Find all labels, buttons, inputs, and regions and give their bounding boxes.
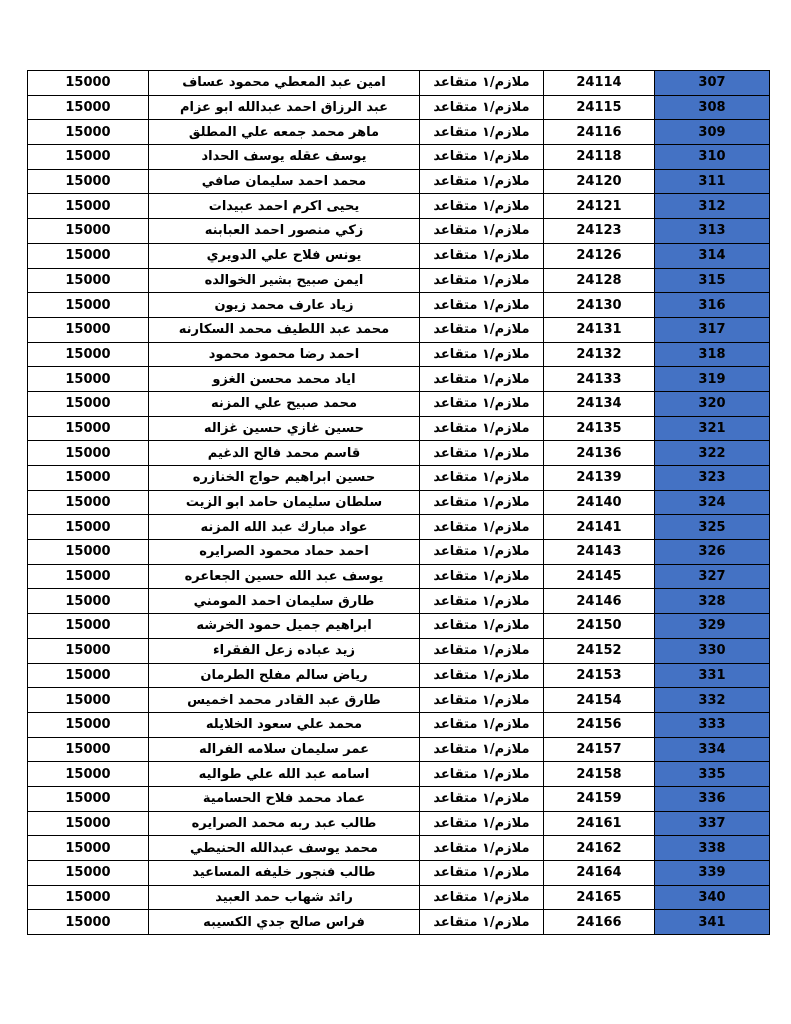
id-number-cell: 24161 xyxy=(544,811,655,836)
rank-cell: ملازم/١ متقاعد xyxy=(420,95,544,120)
name-cell: محمد صبيح علي المزنه xyxy=(149,391,420,416)
amount-cell: 15000 xyxy=(28,836,149,861)
serial-number-cell: 335 xyxy=(655,762,770,787)
amount-cell: 15000 xyxy=(28,441,149,466)
table-row xyxy=(28,811,770,836)
name-cell: عواد مبارك عبد الله المزنه xyxy=(149,515,420,540)
name-cell: يوسف عبد الله حسين الجعاعره xyxy=(149,564,420,589)
rank-cell: ملازم/١ متقاعد xyxy=(420,688,544,713)
serial-number-cell: 325 xyxy=(655,515,770,540)
rank-cell: ملازم/١ متقاعد xyxy=(420,317,544,342)
rank-cell: ملازم/١ متقاعد xyxy=(420,540,544,565)
name-cell: طالب فنجور خليفه المساعيد xyxy=(149,861,420,886)
amount-cell: 15000 xyxy=(28,663,149,688)
rank-cell: ملازم/١ متقاعد xyxy=(420,737,544,762)
name-cell: فراس صالح جدي الكسيبه xyxy=(149,910,420,935)
table-row xyxy=(28,540,770,565)
id-number-cell: 24157 xyxy=(544,737,655,762)
rank-cell: ملازم/١ متقاعد xyxy=(420,564,544,589)
rank-cell: ملازم/١ متقاعد xyxy=(420,219,544,244)
id-number-cell: 24123 xyxy=(544,219,655,244)
id-number-cell: 24114 xyxy=(544,71,655,96)
rank-cell: ملازم/١ متقاعد xyxy=(420,786,544,811)
id-number-cell: 24139 xyxy=(544,466,655,491)
id-number-cell: 24135 xyxy=(544,416,655,441)
amount-cell: 15000 xyxy=(28,786,149,811)
id-number-cell: 24145 xyxy=(544,564,655,589)
serial-number-cell: 318 xyxy=(655,342,770,367)
serial-number-cell: 327 xyxy=(655,564,770,589)
amount-cell: 15000 xyxy=(28,515,149,540)
table-row xyxy=(28,293,770,318)
table-row xyxy=(28,466,770,491)
table-row xyxy=(28,268,770,293)
amount-cell: 15000 xyxy=(28,762,149,787)
name-cell: زكي منصور احمد العبابنه xyxy=(149,219,420,244)
id-number-cell: 24154 xyxy=(544,688,655,713)
serial-number-cell: 309 xyxy=(655,120,770,145)
rank-cell: ملازم/١ متقاعد xyxy=(420,367,544,392)
id-number-cell: 24141 xyxy=(544,515,655,540)
table-row xyxy=(28,342,770,367)
name-cell: زياد عارف محمد زيون xyxy=(149,293,420,318)
id-number-cell: 24143 xyxy=(544,540,655,565)
id-number-cell: 24150 xyxy=(544,614,655,639)
name-cell: احمد حماد محمود الصرايره xyxy=(149,540,420,565)
serial-number-cell: 330 xyxy=(655,638,770,663)
amount-cell: 15000 xyxy=(28,95,149,120)
amount-cell: 15000 xyxy=(28,490,149,515)
name-cell: عمر سليمان سلامه الفراله xyxy=(149,737,420,762)
id-number-cell: 24156 xyxy=(544,712,655,737)
table-row xyxy=(28,391,770,416)
name-cell: عبد الرزاق احمد عبدالله ابو عزام xyxy=(149,95,420,120)
id-number-cell: 24115 xyxy=(544,95,655,120)
amount-cell: 15000 xyxy=(28,268,149,293)
amount-cell: 15000 xyxy=(28,564,149,589)
id-number-cell: 24121 xyxy=(544,194,655,219)
name-cell: طارق عبد القادر محمد اخميس xyxy=(149,688,420,713)
table-row xyxy=(28,762,770,787)
serial-number-cell: 336 xyxy=(655,786,770,811)
serial-number-cell: 332 xyxy=(655,688,770,713)
rank-cell: ملازم/١ متقاعد xyxy=(420,416,544,441)
amount-cell: 15000 xyxy=(28,688,149,713)
serial-number-cell: 316 xyxy=(655,293,770,318)
serial-number-cell: 320 xyxy=(655,391,770,416)
id-number-cell: 24120 xyxy=(544,169,655,194)
table-row xyxy=(28,441,770,466)
name-cell: محمد يوسف عبدالله الحنيطي xyxy=(149,836,420,861)
serial-number-cell: 307 xyxy=(655,71,770,96)
name-cell: اسامه عبد الله علي طواليه xyxy=(149,762,420,787)
name-cell: زيد عباده زعل الفقراء xyxy=(149,638,420,663)
name-cell: عماد محمد فلاح الحسامية xyxy=(149,786,420,811)
amount-cell: 15000 xyxy=(28,416,149,441)
table-row xyxy=(28,490,770,515)
id-number-cell: 24118 xyxy=(544,145,655,170)
rank-cell: ملازم/١ متقاعد xyxy=(420,638,544,663)
rank-cell: ملازم/١ متقاعد xyxy=(420,490,544,515)
id-number-cell: 24165 xyxy=(544,885,655,910)
id-number-cell: 24133 xyxy=(544,367,655,392)
table-row xyxy=(28,910,770,935)
name-cell: سلطان سليمان حامد ابو الزيت xyxy=(149,490,420,515)
amount-cell: 15000 xyxy=(28,71,149,96)
amount-cell: 15000 xyxy=(28,589,149,614)
serial-number-cell: 324 xyxy=(655,490,770,515)
id-number-cell: 24140 xyxy=(544,490,655,515)
table-row xyxy=(28,688,770,713)
serial-number-cell: 319 xyxy=(655,367,770,392)
rank-cell: ملازم/١ متقاعد xyxy=(420,515,544,540)
amount-cell: 15000 xyxy=(28,466,149,491)
id-number-cell: 24166 xyxy=(544,910,655,935)
id-number-cell: 24136 xyxy=(544,441,655,466)
serial-number-cell: 314 xyxy=(655,243,770,268)
serial-number-cell: 329 xyxy=(655,614,770,639)
rank-cell: ملازم/١ متقاعد xyxy=(420,712,544,737)
amount-cell: 15000 xyxy=(28,861,149,886)
table-row xyxy=(28,614,770,639)
table-row xyxy=(28,712,770,737)
amount-cell: 15000 xyxy=(28,614,149,639)
id-number-cell: 24159 xyxy=(544,786,655,811)
amount-cell: 15000 xyxy=(28,293,149,318)
id-number-cell: 24152 xyxy=(544,638,655,663)
table-row xyxy=(28,589,770,614)
table-body xyxy=(28,71,770,935)
table-row xyxy=(28,416,770,441)
rank-cell: ملازم/١ متقاعد xyxy=(420,342,544,367)
name-cell: حسين ابراهيم حواج الخنازره xyxy=(149,466,420,491)
rank-cell: ملازم/١ متقاعد xyxy=(420,441,544,466)
rank-cell: ملازم/١ متقاعد xyxy=(420,910,544,935)
amount-cell: 15000 xyxy=(28,910,149,935)
serial-number-cell: 317 xyxy=(655,317,770,342)
serial-number-cell: 337 xyxy=(655,811,770,836)
name-cell: رائد شهاب حمد العبيد xyxy=(149,885,420,910)
name-cell: يونس فلاح علي الدويري xyxy=(149,243,420,268)
table-row xyxy=(28,564,770,589)
rank-cell: ملازم/١ متقاعد xyxy=(420,614,544,639)
id-number-cell: 24158 xyxy=(544,762,655,787)
serial-number-cell: 338 xyxy=(655,836,770,861)
rank-cell: ملازم/١ متقاعد xyxy=(420,120,544,145)
amount-cell: 15000 xyxy=(28,120,149,145)
retirees-table xyxy=(27,70,770,935)
amount-cell: 15000 xyxy=(28,638,149,663)
amount-cell: 15000 xyxy=(28,712,149,737)
serial-number-cell: 315 xyxy=(655,268,770,293)
id-number-cell: 24162 xyxy=(544,836,655,861)
rank-cell: ملازم/١ متقاعد xyxy=(420,663,544,688)
rank-cell: ملازم/١ متقاعد xyxy=(420,836,544,861)
amount-cell: 15000 xyxy=(28,391,149,416)
amount-cell: 15000 xyxy=(28,145,149,170)
id-number-cell: 24131 xyxy=(544,317,655,342)
amount-cell: 15000 xyxy=(28,194,149,219)
id-number-cell: 24153 xyxy=(544,663,655,688)
rank-cell: ملازم/١ متقاعد xyxy=(420,391,544,416)
name-cell: ايمن صبيح بشير الخوالده xyxy=(149,268,420,293)
id-number-cell: 24116 xyxy=(544,120,655,145)
id-number-cell: 24130 xyxy=(544,293,655,318)
table-row xyxy=(28,194,770,219)
serial-number-cell: 313 xyxy=(655,219,770,244)
amount-cell: 15000 xyxy=(28,540,149,565)
name-cell: امين عبد المعطي محمود عساف xyxy=(149,71,420,96)
amount-cell: 15000 xyxy=(28,243,149,268)
table-row xyxy=(28,786,770,811)
table-row xyxy=(28,515,770,540)
table-row xyxy=(28,367,770,392)
amount-cell: 15000 xyxy=(28,342,149,367)
serial-number-cell: 312 xyxy=(655,194,770,219)
table-row xyxy=(28,120,770,145)
rank-cell: ملازم/١ متقاعد xyxy=(420,194,544,219)
id-number-cell: 24132 xyxy=(544,342,655,367)
table-row xyxy=(28,885,770,910)
amount-cell: 15000 xyxy=(28,169,149,194)
table-row xyxy=(28,219,770,244)
rank-cell: ملازم/١ متقاعد xyxy=(420,885,544,910)
serial-number-cell: 321 xyxy=(655,416,770,441)
table-row xyxy=(28,836,770,861)
rank-cell: ملازم/١ متقاعد xyxy=(420,762,544,787)
id-number-cell: 24126 xyxy=(544,243,655,268)
rank-cell: ملازم/١ متقاعد xyxy=(420,861,544,886)
serial-number-cell: 340 xyxy=(655,885,770,910)
serial-number-cell: 322 xyxy=(655,441,770,466)
serial-number-cell: 310 xyxy=(655,145,770,170)
id-number-cell: 24134 xyxy=(544,391,655,416)
table-row xyxy=(28,243,770,268)
id-number-cell: 24128 xyxy=(544,268,655,293)
serial-number-cell: 326 xyxy=(655,540,770,565)
serial-number-cell: 333 xyxy=(655,712,770,737)
table-row xyxy=(28,145,770,170)
serial-number-cell: 308 xyxy=(655,95,770,120)
name-cell: طارق سليمان احمد المومني xyxy=(149,589,420,614)
table-row xyxy=(28,317,770,342)
serial-number-cell: 328 xyxy=(655,589,770,614)
name-cell: قاسم محمد فالح الدغيم xyxy=(149,441,420,466)
rank-cell: ملازم/١ متقاعد xyxy=(420,268,544,293)
rank-cell: ملازم/١ متقاعد xyxy=(420,243,544,268)
amount-cell: 15000 xyxy=(28,811,149,836)
serial-number-cell: 323 xyxy=(655,466,770,491)
rank-cell: ملازم/١ متقاعد xyxy=(420,466,544,491)
rank-cell: ملازم/١ متقاعد xyxy=(420,589,544,614)
rank-cell: ملازم/١ متقاعد xyxy=(420,145,544,170)
name-cell: محمد علي سعود الخلايله xyxy=(149,712,420,737)
serial-number-cell: 331 xyxy=(655,663,770,688)
amount-cell: 15000 xyxy=(28,737,149,762)
serial-number-cell: 311 xyxy=(655,169,770,194)
name-cell: يوسف عقله يوسف الحداد xyxy=(149,145,420,170)
rank-cell: ملازم/١ متقاعد xyxy=(420,71,544,96)
serial-number-cell: 339 xyxy=(655,861,770,886)
rank-cell: ملازم/١ متقاعد xyxy=(420,169,544,194)
amount-cell: 15000 xyxy=(28,885,149,910)
table-row xyxy=(28,737,770,762)
id-number-cell: 24164 xyxy=(544,861,655,886)
name-cell: طالب عبد ربه محمد الصرايره xyxy=(149,811,420,836)
name-cell: ابراهيم جميل حمود الخرشه xyxy=(149,614,420,639)
name-cell: حسين غازي حسين غزاله xyxy=(149,416,420,441)
table-row xyxy=(28,95,770,120)
table-row xyxy=(28,663,770,688)
name-cell: رياض سالم مفلح الطرمان xyxy=(149,663,420,688)
table-row xyxy=(28,71,770,96)
table-row xyxy=(28,861,770,886)
amount-cell: 15000 xyxy=(28,367,149,392)
name-cell: محمد عبد اللطيف محمد السكارنه xyxy=(149,317,420,342)
name-cell: احمد رضا محمود محمود xyxy=(149,342,420,367)
name-cell: محمد احمد سليمان صافي xyxy=(149,169,420,194)
name-cell: يحيى اكرم احمد عبيدات xyxy=(149,194,420,219)
serial-number-cell: 334 xyxy=(655,737,770,762)
table-row xyxy=(28,638,770,663)
amount-cell: 15000 xyxy=(28,317,149,342)
name-cell: اياد محمد محسن الغزو xyxy=(149,367,420,392)
id-number-cell: 24146 xyxy=(544,589,655,614)
table-row xyxy=(28,169,770,194)
amount-cell: 15000 xyxy=(28,219,149,244)
rank-cell: ملازم/١ متقاعد xyxy=(420,811,544,836)
serial-number-cell: 341 xyxy=(655,910,770,935)
name-cell: ماهر محمد جمعه علي المطلق xyxy=(149,120,420,145)
rank-cell: ملازم/١ متقاعد xyxy=(420,293,544,318)
